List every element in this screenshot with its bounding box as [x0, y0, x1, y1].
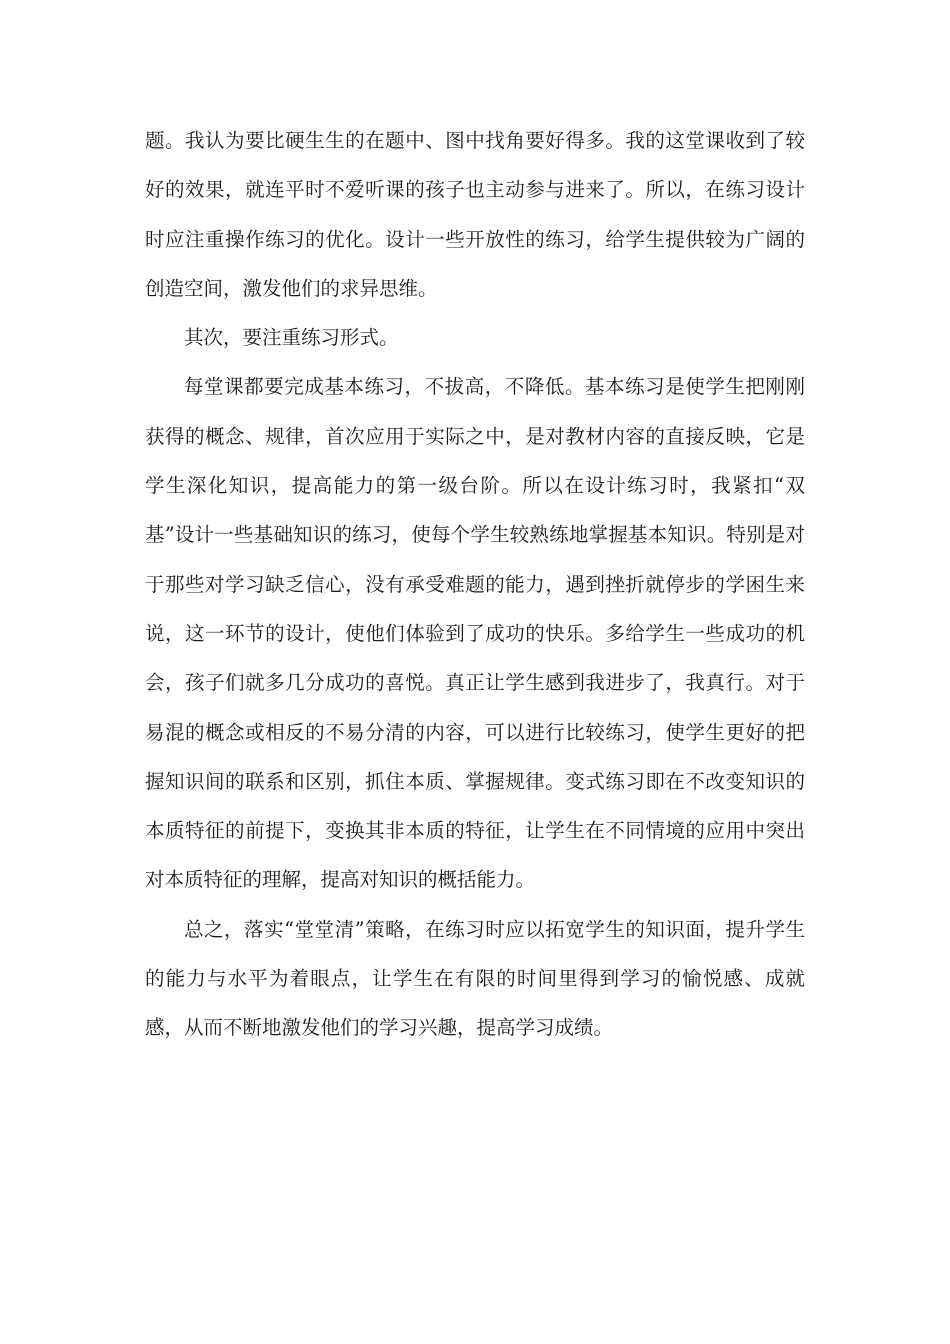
- paragraph-continuation: 题。我认为要比硬生生的在题中、图中找角要好得多。我的这堂课收到了较好的效果，就连平时不爱听课的孩子也主动参与进来了。所以，在练习设计时应注重操作练习的优化。设计一些开放性的练习，给学生提供较为广阔的创造空间，激发他们的求异思维。: [145, 129, 805, 300]
- paragraph-conclusion: 总之，落实“堂堂清”策略，在练习时应以拓宽学生的知识面，提升学生的能力与水平为着眼点，让学生在有限的时间里得到学习的愉悦感、成就感，从而不断地激发他们的学习兴趣，提高学习成绩。: [145, 917, 805, 1040]
- document-body: [145, 116, 805, 1053]
- paragraph-heading-practice-form: 其次，要注重练习形式。: [184, 326, 399, 350]
- paragraph-basic-practice: 每堂课都要完成基本练习，不拔高，不降低。基本练习是使学生把刚刚获得的概念、规律，首次应用于实际之中，是对教材内容的直接反映，它是学生深化知识，提高能力的第一级台阶。所以在设计练习时，我紧扣“双基”设计一些基础知识的练习，使每个学生较熟练地掌握基本知识。特别是对于那些对学习缺乏信心，没有承受难题的能力，遇到挫折就停步的学困生来说，这一环节的设计，使他们体验到了成功的快乐。多给学生一些成功的机会，孩子们就多几分成功的喜悦。真正让学生感到我进步了，我真行。对于易混的概念或相反的不易分清的内容，可以进行比较练习，使学生更好的把握知识间的联系和区别，抓住本质、掌握规律。变式练习即在不改变知识的本质特征的前提下，变换其非本质的特征，让学生在不同情境的应用中突出对本质特征的理解，提高对知识的概括能力。: [145, 375, 805, 892]
